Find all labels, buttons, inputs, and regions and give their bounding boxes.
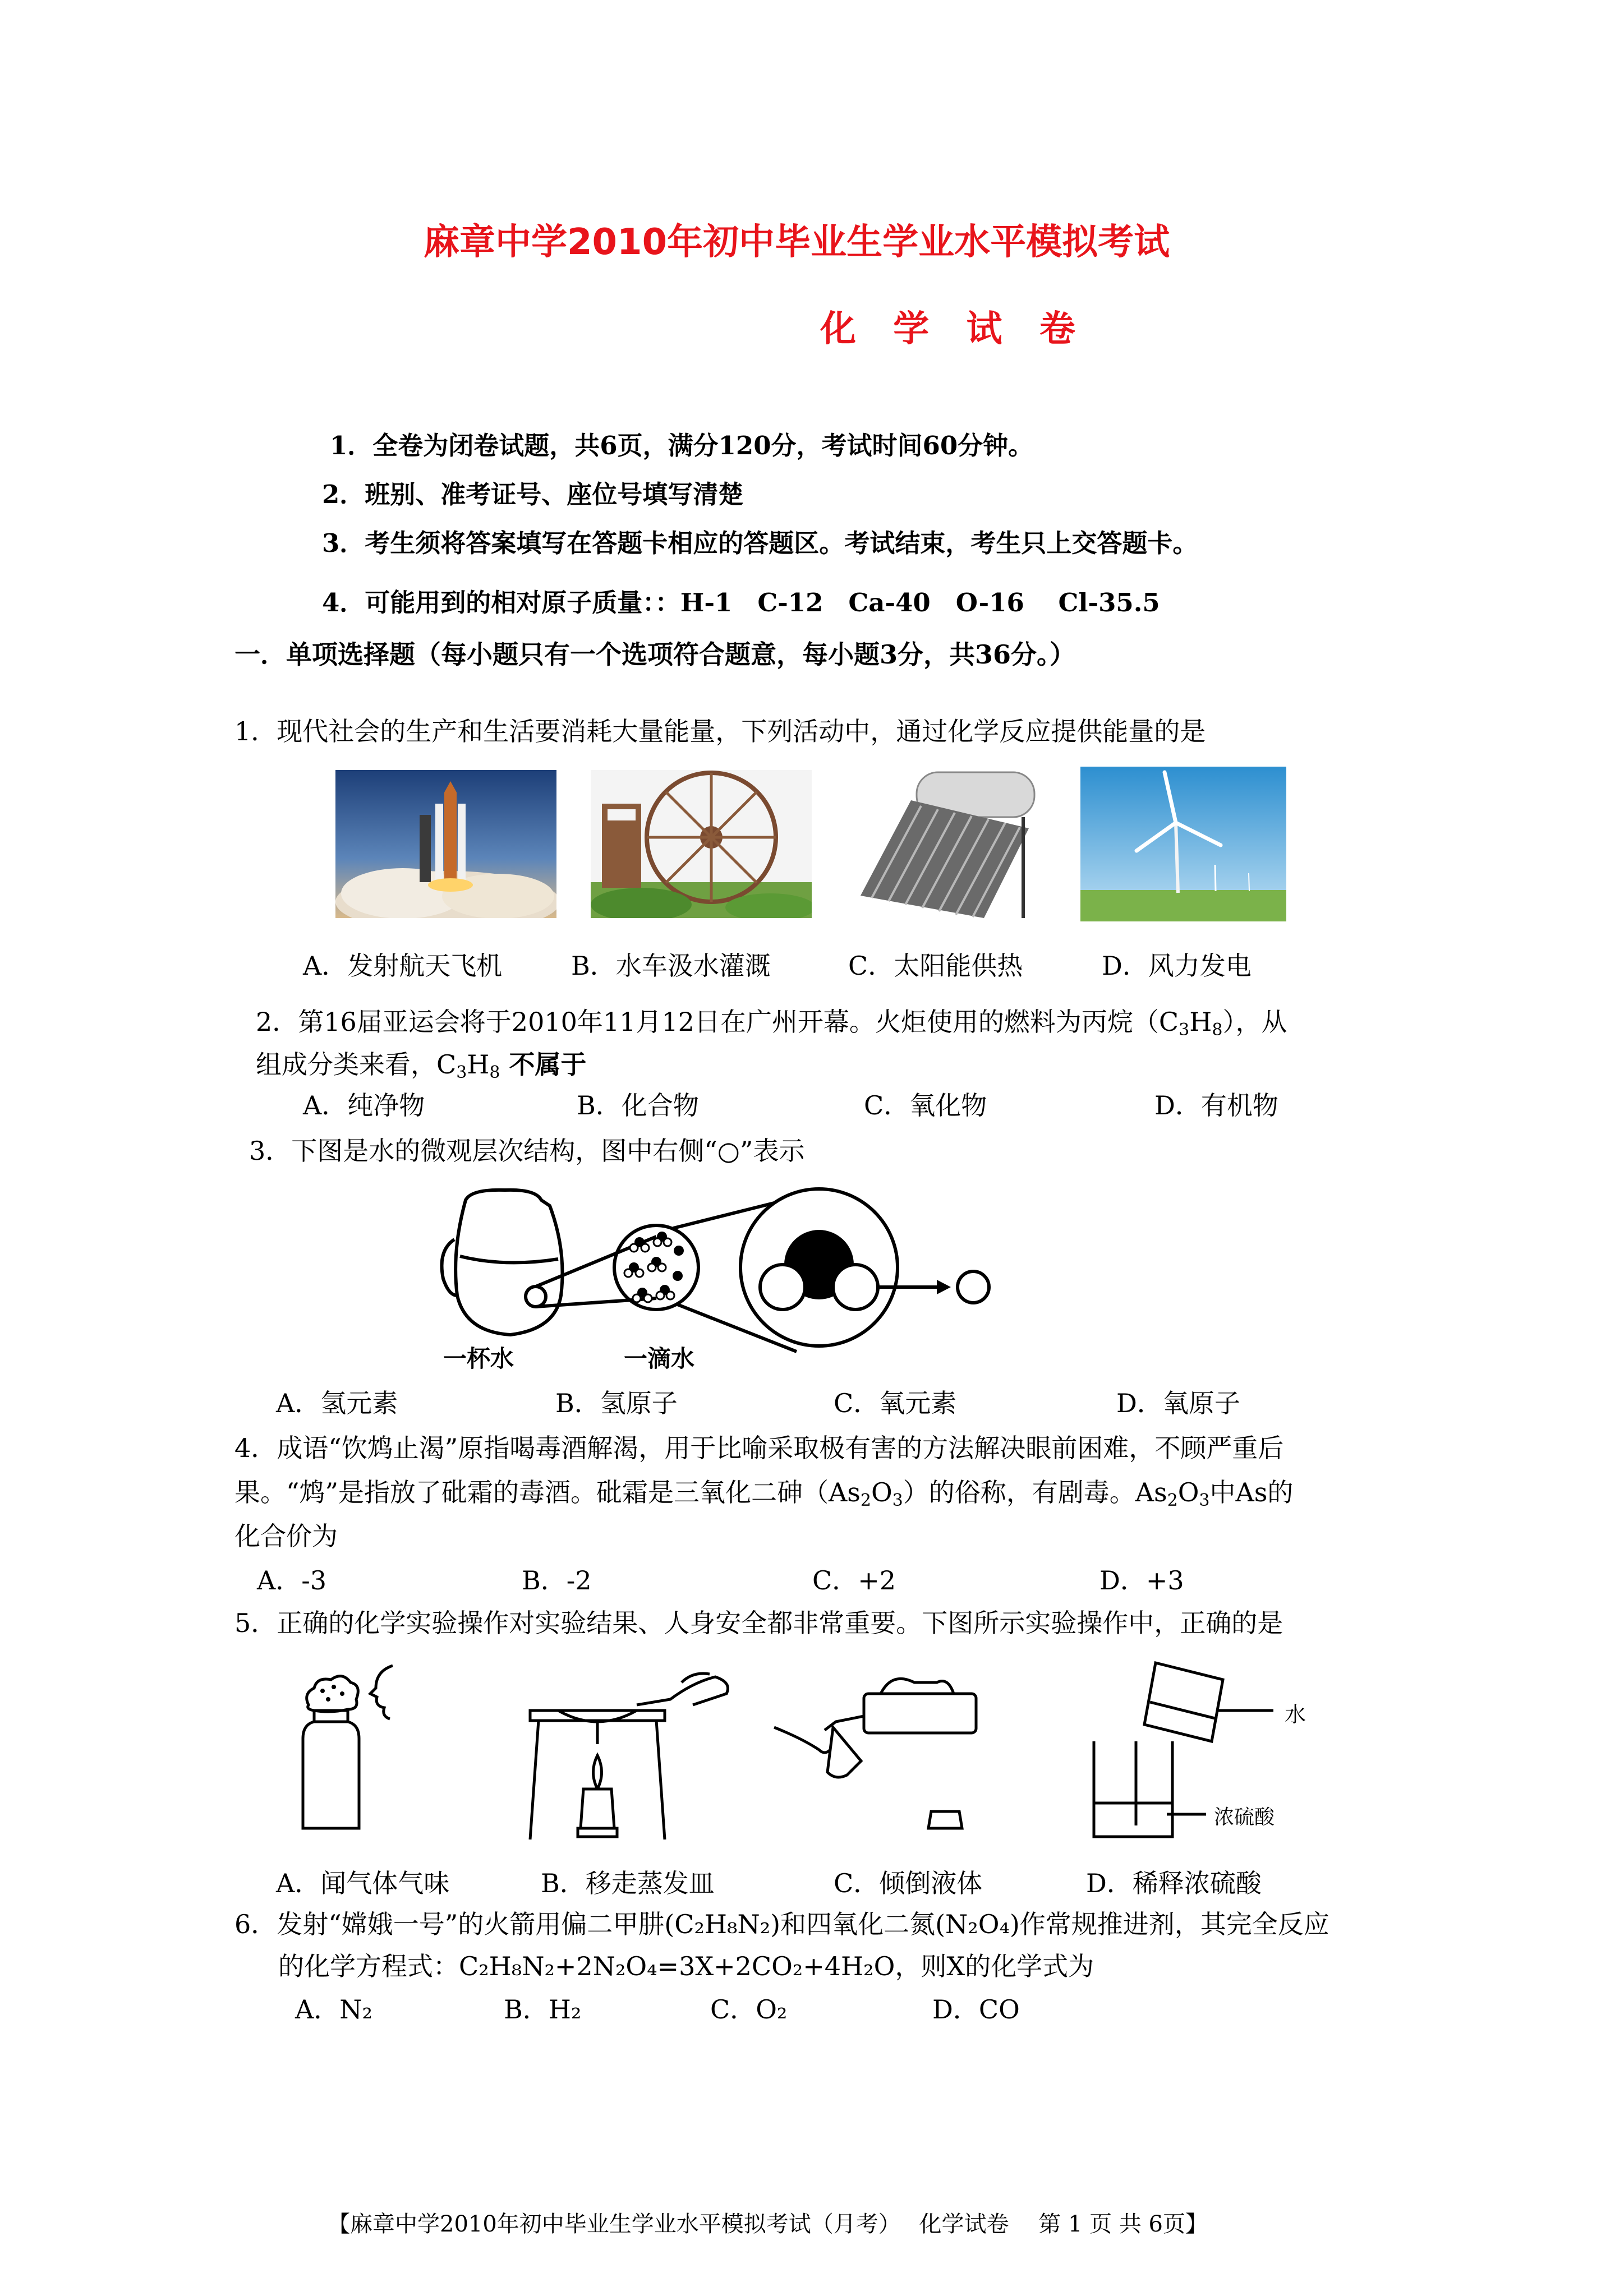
- question-4-line-1: 4．成语“饮鸩止渴”原指喝毒酒解渴，用于比喻采取极有害的方法解决眼前困难，不顾严重后: [234, 1433, 1284, 1463]
- question-6-line-1: 6．发射“嫦娥一号”的火箭用偏二甲肼(C₂H₈N₂)和四氧化二氮(N₂O₄)作常规推进剂，其完全反应: [234, 1909, 1329, 1939]
- dilute-acid-diagram: [1088, 1657, 1335, 1842]
- label-cup-of-water: 一杯水: [443, 1345, 514, 1372]
- q3-option-a: A．氢元素: [276, 1388, 398, 1418]
- question-2-line-1: 2．第16届亚运会将于2010年11月12日在广州开幕。火炬使用的燃料为丙烷$(C_3H_8)$，从: [256, 1007, 1287, 1040]
- q5-option-c: C．倾倒液体: [834, 1868, 983, 1898]
- q1-option-c: C．太阳能供热: [848, 951, 1023, 981]
- question-3-stem: 3．下图是水的微观层次结构，图中右侧“○”表示: [249, 1136, 805, 1166]
- question-4-line-2: 果。“鸩”是指放了砒霜的毒酒。砒霜是三氧化二砷$(As_2O_3)$的俗称，有剧毒。$As_2O_3$中As的: [234, 1477, 1294, 1510]
- q6-option-d: D．CO: [932, 1994, 1020, 2025]
- q2-option-a: A．纯净物: [303, 1090, 425, 1121]
- section-heading: 一．单项选择题（每小题只有一个选项符合题意，每小题3分，共36分。）: [234, 639, 1076, 670]
- question-4-line-3: 化合价为: [234, 1521, 338, 1551]
- question-1-stem: 1．现代社会的生产和生活要消耗大量能量，下列活动中，通过化学反应提供能量的是: [234, 716, 1206, 746]
- question-5-stem: 5．正确的化学实验操作对实验结果、人身安全都非常重要。下图所示实验操作中，正确的是: [234, 1608, 1283, 1638]
- note-4: 4．可能用到的相对原子质量：：H-1 C-12 Ca-40 O-16 Cl-35.5: [322, 588, 1160, 617]
- pour-liquid-diagram: [769, 1666, 1004, 1839]
- q4-option-a: A．-3: [257, 1565, 327, 1596]
- water-structure-diagram: [438, 1167, 1094, 1380]
- q1-option-d: D．风力发电: [1102, 951, 1252, 981]
- page-footer: 【麻章中学2010年初中毕业生学业水平模拟考试（月考） 化学试卷 第 1 页 共 6页】: [328, 2211, 1208, 2237]
- q2-option-c: C．氧化物: [864, 1090, 987, 1121]
- label-drop-of-water: 一滴水: [624, 1345, 695, 1372]
- q6-option-c: C．O₂: [710, 1994, 788, 2025]
- q3-option-d: D．氧原子: [1116, 1388, 1240, 1418]
- q4-option-d: D．+3: [1099, 1565, 1184, 1596]
- q2-option-b: B．化合物: [577, 1090, 699, 1121]
- question-6-line-2: 的化学方程式：C₂H₈N₂+2N₂O₄=3X+2CO₂+4H₂O，则X的化学式为: [278, 1951, 1094, 1981]
- waterwheel-photo: [591, 770, 812, 918]
- evaporating-dish-diagram: [525, 1660, 738, 1845]
- q5-option-d: D．稀释浓硫酸: [1086, 1868, 1262, 1898]
- note-3: 3．考生须将答案填写在答题卡相应的答题区。考试结束，考生只上交答题卡。: [322, 528, 1198, 558]
- page-subtitle: 化 学 试 卷: [820, 308, 1088, 350]
- question-2-line-2: 组成分类来看，$C_3H_8$ 不属于: [256, 1049, 587, 1082]
- q6-option-b: B．H₂: [504, 1994, 582, 2025]
- note-2: 2．班别、准考证号、座位号填写清楚: [322, 480, 744, 509]
- wind-turbine-photo: [1080, 767, 1286, 921]
- q1-option-a: A．发射航天飞机: [303, 951, 503, 981]
- q3-option-b: B．氢原子: [555, 1388, 678, 1418]
- q2-option-d: D．有机物: [1154, 1090, 1278, 1121]
- q6-option-a: A．N₂: [295, 1994, 372, 2025]
- q3-option-c: C．氧元素: [834, 1388, 957, 1418]
- rocket-launch-photo: [335, 770, 556, 918]
- q4-option-b: B．-2: [522, 1565, 592, 1596]
- q5-option-a: A．闻气体气味: [276, 1868, 450, 1898]
- q1-option-b: B．水车汲水灌溉: [571, 951, 771, 981]
- smell-gas-diagram: [292, 1660, 410, 1839]
- label-concentrated-sulfuric-acid: 浓硫酸: [1214, 1806, 1275, 1829]
- q4-option-c: C．+2: [812, 1565, 896, 1596]
- solar-water-heater-photo: [849, 767, 1043, 923]
- label-water: 水: [1285, 1702, 1306, 1727]
- page-title: 麻章中学2010年初中毕业生学业水平模拟考试: [424, 222, 1170, 263]
- note-1: 1．全卷为闭卷试题，共6页，满分120分，考试时间60分钟。: [330, 431, 1034, 460]
- q5-option-b: B．移走蒸发皿: [541, 1868, 715, 1898]
